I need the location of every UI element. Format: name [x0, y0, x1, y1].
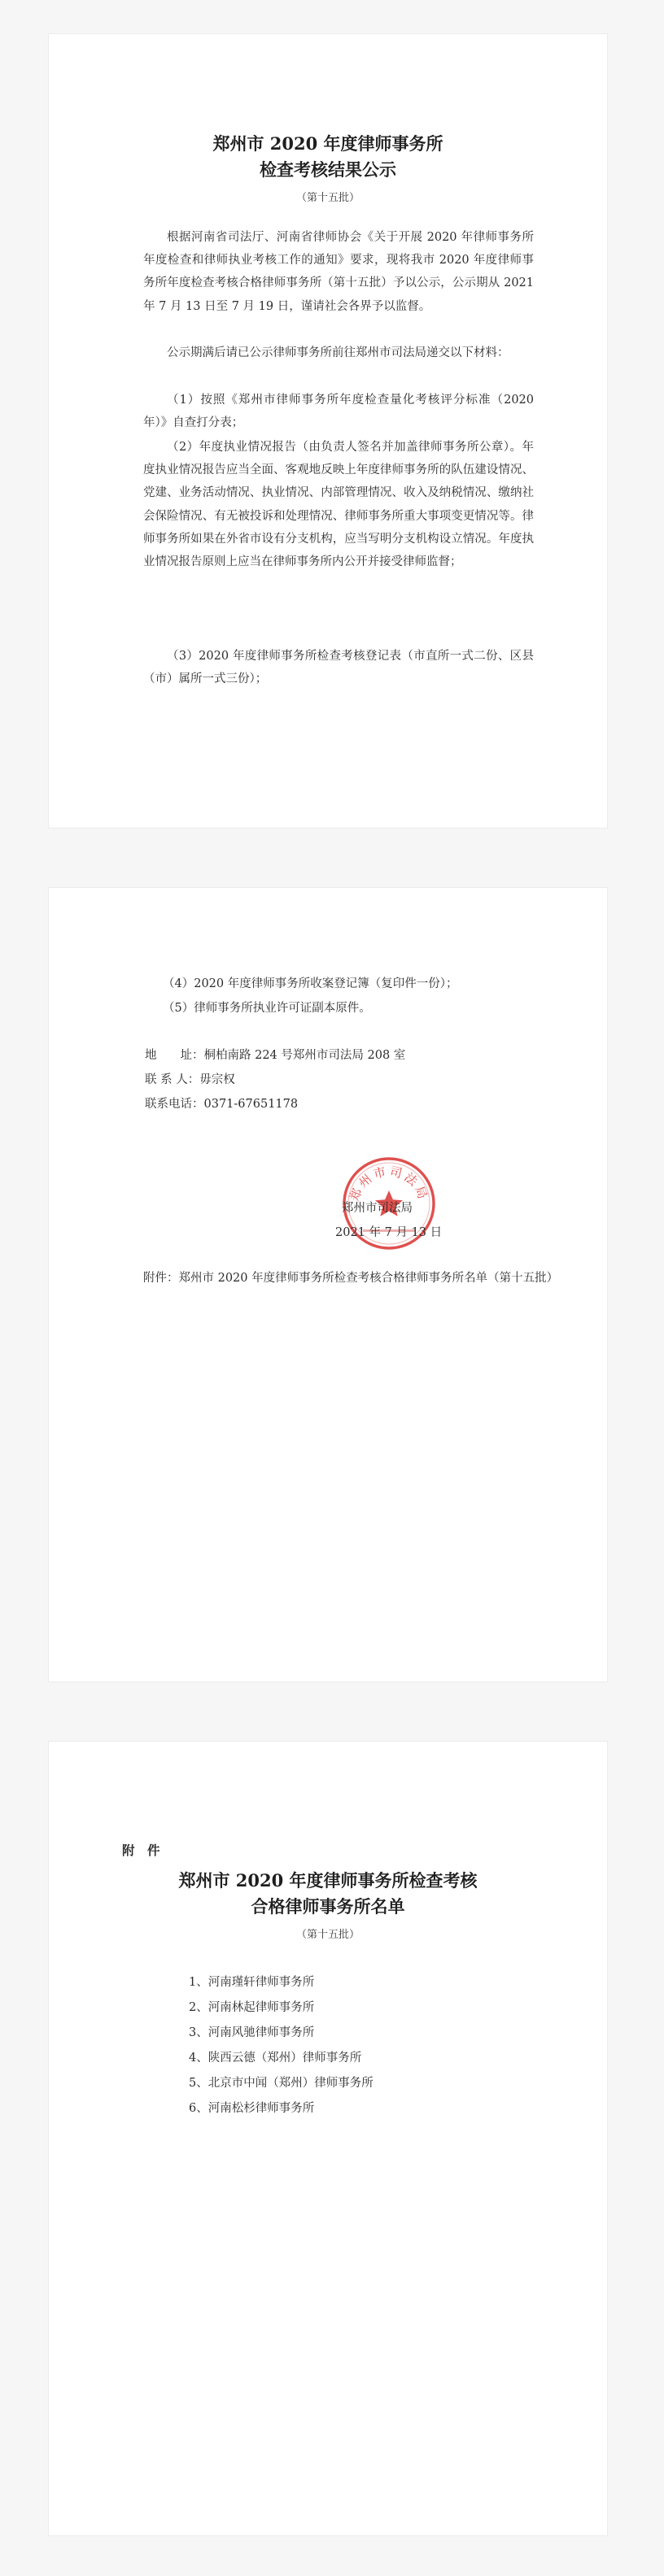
notice-intro-paragraph: 根据河南省司法厅、河南省律师协会《关于开展 2020 年律师事务所年度检查和律师执业考核工作的通知》要求，现将我市 2020 年度律师事务所年度检查考核合格律师事务所（第十五批）予以公示，公示期从 2021 年 7 月 13 日至 7 月 19 日，谨请社会各界予以监督。: [143, 231, 534, 313]
document-page-1: [49, 34, 607, 828]
material-item-1: （1）按照《郑州市律师事务所年度检查量化考核评分标准（2020 年）》自查打分表；: [143, 394, 534, 430]
issuer-name: 郑州市司法局: [342, 1202, 413, 1215]
appendix-title-line2: 合格律师事务所名单: [251, 1896, 405, 1917]
svg-text:郑州市司法局: 郑州市司法局: [347, 1164, 431, 1203]
contact-person: 联 系 人：毋宗权: [145, 1073, 235, 1086]
notice-title-line2: 检查考核结果公示: [260, 159, 396, 180]
contact-phone: 联系电话：0371-67651178: [145, 1098, 299, 1111]
firm-list-item: 2、河南林起律师事务所: [189, 2001, 315, 2014]
firm-list-item: 3、河南风驰律师事务所: [189, 2026, 315, 2039]
firm-list-item: 5、北京市中闻（郑州）律师事务所: [189, 2077, 374, 2090]
notice-title-line1: 郑州市 2020 年度律师事务所: [212, 133, 443, 154]
material-item-4: （4）2020 年度律师事务所收案登记簿（复印件一份）；: [163, 977, 458, 990]
firm-list-item: 6、河南松杉律师事务所: [189, 2102, 315, 2115]
material-item-2: （2）年度执业情况报告（由负责人签名并加盖律师事务所公章）。年度执业情况报告应当全面、客观地反映上年度律师事务所的队伍建设情况、党建、业务活动情况、执业情况、内部管理情况、收入及纳税情况、缴纳社会保险情况、有无被投诉和处理情况、律师事务所重大事项变更情况等。律师事务所如果在外省市设有分支机构，应当写明分支机构设立情况。年度执业情况报告原则上应当在律师事务所内公开并接受律师监督；: [143, 441, 534, 569]
material-item-5: （5）律师事务所执业许可证副本原件。: [163, 1002, 371, 1015]
contact-address: 地 址：桐柏南路 224 号郑州市司法局 208 室: [145, 1049, 406, 1062]
notice-after-paragraph: 公示期满后请已公示律师事务所前往郑州市司法局递交以下材料：: [167, 346, 509, 359]
attachment-note: 附件：郑州市 2020 年度律师事务所检查考核合格律师事务所名单（第十五批）: [143, 1272, 559, 1285]
document-page-3: [49, 1742, 607, 2535]
notice-batch: （第十五批）: [295, 192, 360, 204]
issue-date: 2021 年 7 月 13 日: [335, 1226, 443, 1239]
material-item-3: （3）2020 年度律师事务所检查考核登记表（市直所一式二份、区县（市）属所一式三份）；: [143, 650, 534, 686]
firm-list-item: 4、陕西云德（郑州）律师事务所: [189, 2052, 362, 2065]
firm-list-item: 1、河南瑾轩律师事务所: [189, 1976, 315, 1989]
document-page-2: [49, 888, 607, 1682]
appendix-label: 附 件: [122, 1843, 160, 1858]
appendix-title-line1: 郑州市 2020 年度律师事务所检查考核: [178, 1870, 478, 1891]
appendix-batch: （第十五批）: [295, 1929, 360, 1941]
